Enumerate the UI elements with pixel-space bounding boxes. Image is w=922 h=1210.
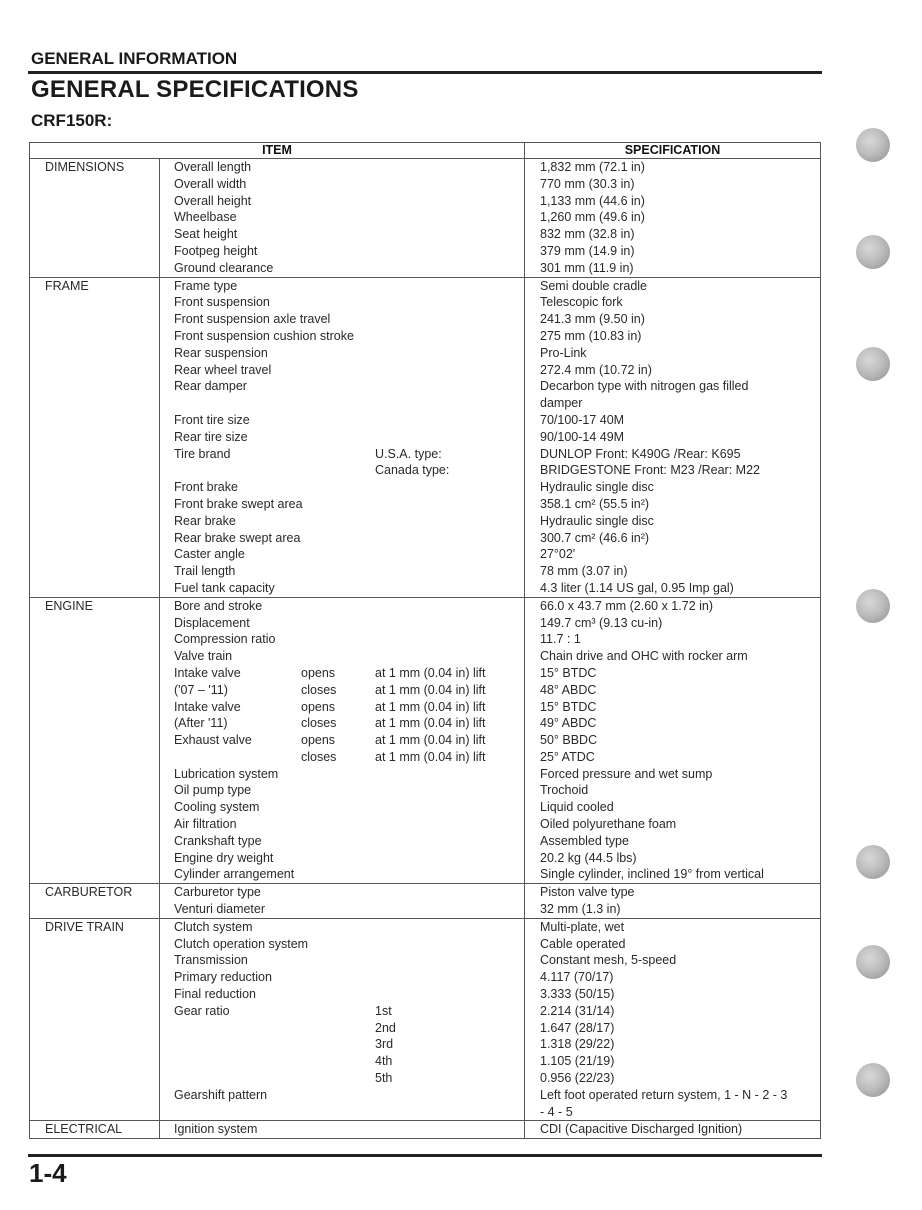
spec-value: 272.4 mm (10.72 in) (540, 362, 652, 377)
item-condition: Canada type: (375, 463, 450, 478)
table-row (30, 159, 821, 278)
item-label: Bore and stroke (174, 598, 263, 613)
item-label: Engine dry weight (174, 850, 274, 865)
item-row (160, 294, 524, 311)
spec-value: 50° BBDC (540, 733, 598, 748)
category-cell: DRIVE TRAIN (30, 918, 160, 1121)
item-row (160, 546, 524, 563)
binder-hole (856, 1063, 890, 1097)
spec-value: 49° ABDC (540, 716, 597, 731)
item-row (160, 462, 524, 479)
item-label: Crankshaft type (174, 833, 262, 848)
spec-value: 1.318 (29/22) (540, 1037, 615, 1052)
item-event: closes (301, 716, 337, 731)
spec-value: Forced pressure and wet sump (540, 766, 713, 781)
spec-value: 70/100-17 40M (540, 412, 625, 427)
item-label: Venturi diameter (174, 902, 266, 917)
table-row (30, 277, 821, 597)
spec-value: Oiled polyurethane foam (540, 817, 677, 832)
item-condition: at 1 mm (0.04 in) lift (375, 716, 486, 731)
spec-value: 66.0 x 43.7 mm (2.60 x 1.72 in) (540, 598, 714, 613)
spec-value: 11.7 : 1 (540, 632, 581, 647)
item-row (160, 563, 524, 580)
model-title: CRF150R: (31, 111, 113, 130)
item-row (160, 530, 524, 547)
bottom-divider (28, 1154, 822, 1157)
item-row (160, 243, 524, 260)
item-label: Primary reduction (174, 970, 272, 985)
spec-value: Left foot operated return system, 1 - N - 2 - 3 - 4 - 5 (540, 1087, 788, 1119)
item-label: Intake valve (174, 699, 241, 714)
spec-value: Assembled type (540, 833, 629, 848)
spec-value: Piston valve type (540, 885, 635, 900)
item-row (160, 278, 524, 295)
item-row (160, 260, 524, 277)
item-row (160, 648, 524, 665)
item-condition: 2nd (375, 1020, 396, 1035)
item-condition: at 1 mm (0.04 in) lift (375, 733, 486, 748)
item-row (160, 631, 524, 648)
item-condition: 5th (375, 1071, 393, 1086)
item-label: Front brake (174, 480, 238, 495)
item-label: Frame type (174, 278, 238, 293)
item-event: opens (301, 665, 336, 680)
item-label: Tire brand (174, 446, 231, 461)
item-condition: at 1 mm (0.04 in) lift (375, 699, 486, 714)
item-condition: 1st (375, 1003, 392, 1018)
item-row (160, 209, 524, 226)
binder-hole (856, 845, 890, 879)
item-label: Overall width (174, 176, 247, 191)
item-label: Cylinder arrangement (174, 867, 295, 882)
spec-column-header: SPECIFICATION (525, 143, 821, 159)
item-row (160, 412, 524, 429)
item-label: Rear wheel travel (174, 362, 272, 377)
table-header-row (30, 143, 821, 159)
item-label: Lubrication system (174, 766, 279, 781)
spec-value: 1.105 (21/19) (540, 1054, 615, 1069)
item-event: opens (301, 699, 336, 714)
category-cell: DIMENSIONS (30, 159, 160, 278)
top-divider (28, 71, 822, 74)
item-label: Air filtration (174, 817, 237, 832)
category-cell: ELECTRICAL (30, 1121, 160, 1139)
item-row (160, 226, 524, 243)
item-label: Ground clearance (174, 260, 274, 275)
table-row (30, 884, 821, 919)
item-row (160, 732, 524, 749)
item-label: Overall height (174, 193, 252, 208)
item-row (160, 328, 524, 345)
item-row (160, 1121, 524, 1138)
spec-value: 241.3 mm (9.50 in) (540, 312, 645, 327)
item-label: Overall length (174, 160, 252, 174)
spec-value: Single cylinder, inclined 19° from vertical (540, 867, 764, 882)
item-label: Front suspension axle travel (174, 312, 331, 327)
spec-cell (525, 918, 821, 1121)
spec-value: Trochoid (540, 783, 589, 798)
item-row (160, 345, 524, 362)
item-label: Front suspension (174, 295, 270, 310)
item-row (160, 699, 524, 716)
item-condition: 3rd (375, 1037, 394, 1052)
item-row (160, 429, 524, 446)
spec-value: 3.333 (50/15) (540, 987, 615, 1002)
item-label: Displacement (174, 615, 250, 630)
spec-value: Liquid cooled (540, 800, 614, 815)
item-cell (160, 597, 525, 884)
spec-cell (525, 277, 821, 597)
item-label: Rear suspension (174, 345, 268, 360)
item-row (160, 580, 524, 597)
spec-value: 90/100-14 49M (540, 429, 625, 444)
item-row (160, 936, 524, 953)
category-cell: CARBURETOR (30, 884, 160, 919)
spec-value: 4.117 (70/17) (540, 970, 614, 985)
spec-value: 78 mm (3.07 in) (540, 564, 628, 579)
binder-hole (856, 235, 890, 269)
spec-value: 770 mm (30.3 in) (540, 176, 635, 191)
spec-value: 2.214 (31/14) (540, 1003, 615, 1018)
item-label: Final reduction (174, 987, 256, 1002)
item-row (160, 479, 524, 496)
item-label: (After '11) (174, 716, 228, 731)
item-label: Front suspension cushion stroke (174, 328, 354, 343)
spec-value: 48° ABDC (540, 682, 597, 697)
spec-value: Cable operated (540, 936, 626, 951)
item-row (160, 176, 524, 193)
item-row (160, 833, 524, 850)
item-row (160, 1036, 524, 1053)
item-label: Seat height (174, 227, 238, 242)
item-cell (160, 1121, 525, 1139)
item-row (160, 919, 524, 936)
binder-hole (856, 945, 890, 979)
spec-value: 15° BTDC (540, 699, 597, 714)
spec-value: Decarbon type with nitrogen gas filled damper (540, 379, 749, 411)
spec-value: 1,133 mm (44.6 in) (540, 193, 645, 208)
spec-value: 25° ATDC (540, 749, 595, 764)
item-row (160, 665, 524, 682)
item-label: Footpeg height (174, 243, 258, 258)
spec-value: 1,260 mm (49.6 in) (540, 210, 645, 225)
spec-value: CDI (Capacitive Discharged Ignition) (540, 1122, 743, 1137)
spec-value: Telescopic fork (540, 295, 623, 310)
item-row (160, 446, 524, 463)
item-row (160, 513, 524, 530)
spec-value: 1.647 (28/17) (540, 1020, 615, 1035)
spec-value: Hydraulic single disc (540, 513, 654, 528)
item-label: Front tire size (174, 412, 250, 427)
item-event: opens (301, 733, 336, 748)
page-title: GENERAL SPECIFICATIONS (31, 76, 359, 103)
item-label: Valve train (174, 649, 233, 664)
item-label: Cooling system (174, 800, 260, 815)
item-label: Transmission (174, 953, 248, 968)
item-row (160, 850, 524, 867)
spec-table-body (30, 159, 821, 1139)
item-row (160, 615, 524, 632)
page-number: 1-4 (29, 1158, 67, 1188)
item-label: Caster angle (174, 547, 245, 562)
item-label: Rear brake (174, 513, 236, 528)
item-row (160, 362, 524, 379)
item-condition: at 1 mm (0.04 in) lift (375, 682, 486, 697)
item-condition: U.S.A. type: (375, 446, 442, 461)
item-label: Intake valve (174, 665, 241, 680)
item-column-header: ITEM (30, 143, 525, 159)
table-row (30, 597, 821, 884)
item-label: Ignition system (174, 1122, 258, 1137)
spec-value: DUNLOP Front: K490G /Rear: K695 (540, 446, 741, 461)
table-row (30, 918, 821, 1121)
item-label: Wheelbase (174, 210, 237, 225)
item-row (160, 378, 524, 412)
spec-value: 20.2 kg (44.5 lbs) (540, 850, 637, 865)
item-row (160, 1053, 524, 1070)
item-label: Exhaust valve (174, 733, 252, 748)
spec-value: Semi double cradle (540, 278, 648, 293)
spec-value: 149.7 cm³ (9.13 cu-in) (540, 615, 663, 630)
binder-hole (856, 128, 890, 162)
item-cell (160, 918, 525, 1121)
item-cell (160, 277, 525, 597)
item-condition: at 1 mm (0.04 in) lift (375, 749, 486, 764)
item-event: closes (301, 749, 337, 764)
spec-value: 0.956 (22/23) (540, 1071, 615, 1086)
section-label: GENERAL INFORMATION (31, 49, 238, 68)
item-row (160, 901, 524, 918)
item-row (160, 884, 524, 901)
item-label: Carburetor type (174, 885, 261, 900)
item-row (160, 799, 524, 816)
spec-cell (525, 597, 821, 884)
item-row (160, 598, 524, 615)
item-label: Rear brake swept area (174, 530, 301, 545)
item-label: Gearshift pattern (174, 1087, 268, 1102)
category-cell: FRAME (30, 277, 160, 597)
item-row (160, 193, 524, 210)
category-cell: ENGINE (30, 597, 160, 884)
item-label: Oil pump type (174, 783, 252, 798)
item-label: Fuel tank capacity (174, 580, 275, 595)
item-label: Gear ratio (174, 1003, 230, 1018)
item-label: Rear damper (174, 379, 247, 394)
spec-value: 15° BTDC (540, 665, 597, 680)
item-label: Compression ratio (174, 632, 276, 647)
spec-value: Multi-plate, wet (540, 919, 625, 934)
item-label: Clutch operation system (174, 936, 309, 951)
item-row (160, 682, 524, 699)
item-row (160, 782, 524, 799)
spec-value: Pro-Link (540, 345, 587, 360)
spec-value: 358.1 cm² (55.5 in²) (540, 496, 650, 511)
item-row (160, 969, 524, 986)
item-row (160, 952, 524, 969)
item-row (160, 816, 524, 833)
item-label: ('07 – '11) (174, 682, 228, 697)
spec-value: Constant mesh, 5-speed (540, 953, 677, 968)
item-row (160, 866, 524, 883)
item-row (160, 1020, 524, 1037)
spec-value: Hydraulic single disc (540, 480, 654, 495)
spec-cell (525, 884, 821, 919)
item-condition: 4th (375, 1054, 393, 1069)
binder-hole (856, 589, 890, 623)
spec-cell (525, 159, 821, 278)
item-label: Clutch system (174, 919, 253, 934)
spec-value: 275 mm (10.83 in) (540, 328, 642, 343)
item-label: Front brake swept area (174, 496, 303, 511)
item-cell (160, 159, 525, 278)
item-row (160, 715, 524, 732)
item-condition: at 1 mm (0.04 in) lift (375, 665, 486, 680)
item-row (160, 1070, 524, 1087)
table-row (30, 1121, 821, 1139)
item-event: closes (301, 682, 337, 697)
spec-table (29, 142, 821, 1139)
spec-value: 1,832 mm (72.1 in) (540, 160, 645, 174)
spec-value: 832 mm (32.8 in) (540, 227, 635, 242)
item-row (160, 766, 524, 783)
spec-value: 4.3 liter (1.14 US gal, 0.95 Imp gal) (540, 580, 734, 595)
item-row (160, 496, 524, 513)
binder-hole (856, 347, 890, 381)
spec-value: BRIDGESTONE Front: M23 /Rear: M22 (540, 463, 760, 478)
item-row (160, 1003, 524, 1020)
spec-value: 300.7 cm² (46.6 in²) (540, 530, 650, 545)
spec-value: 301 mm (11.9 in) (540, 260, 634, 275)
item-label: Trail length (174, 564, 236, 579)
item-row (160, 749, 524, 766)
spec-value: 32 mm (1.3 in) (540, 902, 621, 917)
item-row (160, 1087, 524, 1121)
item-row (160, 159, 524, 176)
item-row (160, 986, 524, 1003)
spec-value: 379 mm (14.9 in) (540, 243, 635, 258)
item-label: Rear tire size (174, 429, 248, 444)
item-row (160, 311, 524, 328)
spec-value: Chain drive and OHC with rocker arm (540, 649, 748, 664)
item-cell (160, 884, 525, 919)
spec-cell (525, 1121, 821, 1139)
spec-value: 27°02' (540, 547, 576, 562)
